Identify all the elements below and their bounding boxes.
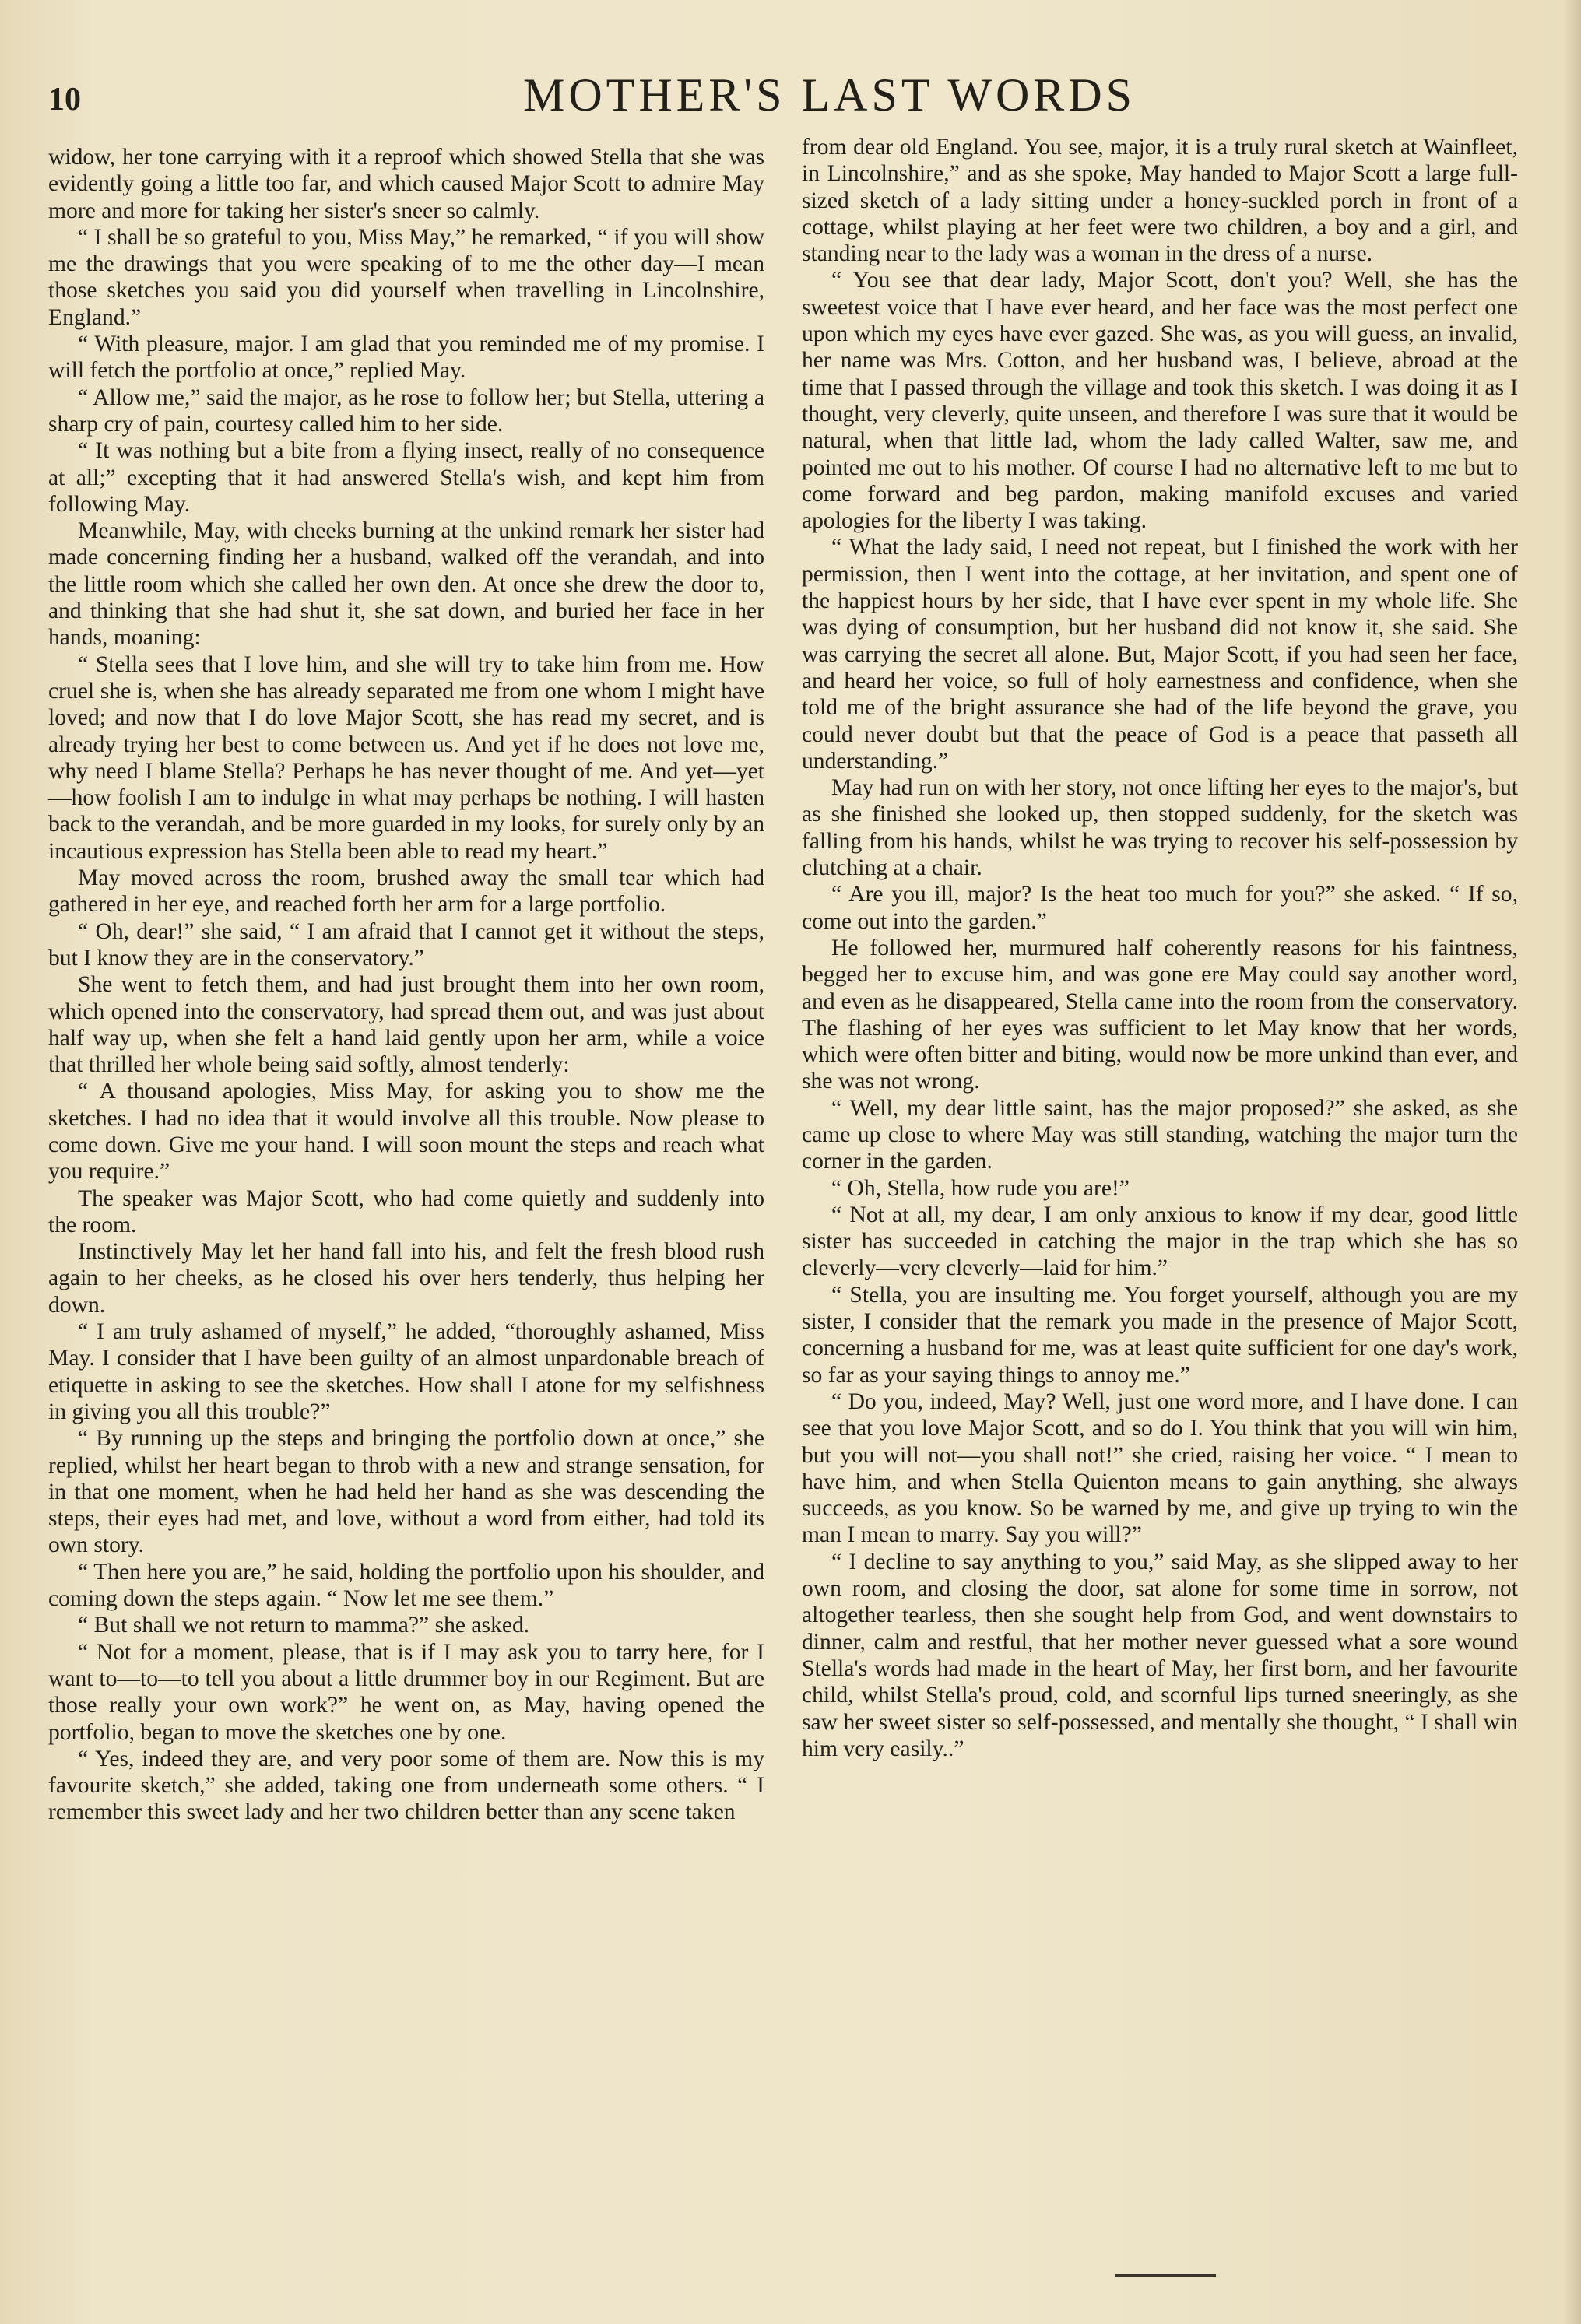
paragraph: “ Then here you are,” he said, holding the portfolio upon his shoulder, and coming down the steps again. “ Now let me see them.” — [48, 1559, 764, 1612]
paragraph: “ You see that dear lady, Major Scott, don't you? Well, she has the sweetest voice that I have ever heard, and her face was the most perfect one upon which my eyes have ever gazed. She was, as you will guess, an invalid, her name was Mrs. Cotton, and her husband was, I believe, abroad at the time that I passed through the village and took this sketch. I was doing it as I thought, very cleverly, quite unseen, and therefore I was sure that it would be natural, when that little lad, whom the lady called Walter, saw me, and pointed me out to his mother. Of course I had no alternative left to me but to come forward and beg pardon, making manifold excuses and varied apologies for the liberty I was taking. — [802, 268, 1518, 534]
paragraph: May moved across the room, brushed away the small tear which had gathered in her eye, and reached forth her arm for a large portfolio. — [48, 865, 764, 918]
paragraph: She went to fetch them, and had just brought them into her own room, which opened into the conservatory, had spread them out, and was just about half way up, when she felt a hand laid gently upon her arm, while a voice that thrilled her whole being said softly, almost tenderly: — [48, 972, 764, 1078]
paragraph: “ Well, my dear little saint, has the major proposed?” she asked, as she came up close to where May was still standing, watching the major turn the corner in the garden. — [802, 1095, 1518, 1174]
paragraph: “ Not for a moment, please, that is if I may ask you to tarry here, for I want to—to—to tell you about a little drummer boy in our Regiment. But are those really your own work?” he went on, as May, having opened the portfolio, began to move the sketches one by one. — [48, 1639, 764, 1745]
left-column — [48, 144, 764, 1826]
paragraph: “ What the lady said, I need not repeat, but I finished the work with her permission, then I went into the cottage, at her invitation, and spent one of the happiest hours by her side, that I have ever spent in my whole life. She was dying of consumption, but her husband did not know it, she said. She was carrying the secret all alone. But, Major Scott, if you had seen her face, and heard her voice, so full of holy earnestness and confidence, when she told me of the bright assurance she had of the life beyond the grave, you could never doubt but that the peace of God is a peace that passeth all understanding.” — [802, 535, 1518, 774]
paragraph: from dear old England. You see, major, it is a truly rural sketch at Wainfleet, in Lincolnshire,” and as she spoke, May handed to Major Scott a large full-sized sketch of a lady sitting under a honey-suckled porch in front of a cottage, whilst playing at her feet were two children, a boy and a girl, and standing near to the lady was a woman in the dress of a nurse. — [802, 135, 1518, 267]
paragraph: “ Stella, you are insulting me. You forget yourself, although you are my sister, I consider that the remark you made in the presence of Major Scott, concerning a husband for me, was at least quite sufficient for one day's work, so far as your saying things to annoy me.” — [802, 1282, 1518, 1388]
paragraph: The speaker was Major Scott, who had come quietly and suddenly into the room. — [48, 1185, 764, 1237]
paragraph: “ Oh, dear!” she said, “ I am afraid that I cannot get it without the steps, but I know they are in the conservatory.” — [48, 918, 764, 971]
paragraph: “ I am truly ashamed of myself,” he added, “thoroughly ashamed, Miss May. I consider that I have been guilty of an almost unpardonable breach of etiquette in asking to see the sketches. How shall I atone for my selfishness in giving you all this trouble?” — [48, 1319, 764, 1424]
paragraph: “ With pleasure, major. I am glad that you reminded me of my promise. I will fetch the portfolio at once,” replied May. — [48, 332, 764, 384]
paragraph: “ Stella sees that I love him, and she will try to take him from me. How cruel she is, when she has already separated me from one whom I might have loved; and now that I do love Major Scott, she has read my secret, and is already trying her best to come between us. And yet if he does not love me, why need I blame Stella? Perhaps he has never thought of me. And yet—yet—how foolish I am to indulge in what may perhaps be nothing. I will hasten back to the verandah, and be more guarded in my looks, for surely only by an incautious expression has Stella been able to read my heart.” — [48, 651, 764, 864]
paragraph: “ But shall we not return to mamma?” she asked. — [78, 1613, 530, 1638]
page-edge-shadow — [1564, 0, 1581, 2324]
right-column — [802, 134, 1518, 1762]
paragraph: “ I shall be so grateful to you, Miss May,” he remarked, “ if you will show me the drawings that you were speaking of to me the other day—I mean those sketches you said you did yourself when travelling in Lincolnshire, England.” — [48, 224, 764, 330]
paragraph: “ It was nothing but a bite from a flying insect, really of no consequence at all;” excepting that it had answered Stella's wish, and kept him from following May. — [48, 438, 764, 517]
page-number: 10 — [48, 82, 81, 118]
paragraph: “ Are you ill, major? Is the heat too much for you?” she asked. “ If so, come out into the garden.” — [802, 882, 1518, 934]
page-header — [0, 0, 1581, 132]
paragraph: “ By running up the steps and bringing the portfolio down at once,” she replied, whilst her heart began to throb with a new and strange sensation, for in that one moment, when he had held her hand as she was descending the steps, their eyes had met, and love, without a word from either, had told its own story. — [48, 1426, 764, 1558]
paragraph: widow, her tone carrying with it a reproof which showed Stella that she was evidently going a little too far, and which caused Major Scott to admire May more and more for taking her sister's sneer so calmly. — [48, 145, 764, 223]
paragraph: “ I decline to say anything to you,” said May, as she slipped away to her own room, and closing the door, sat alone for some time in sorrow, not altogether tearless, then she sought help from God, and went downstairs to dinner, calm and restful, that her mother never guessed what a sore wound Stella's words had made in the heart of May, her first born, and her favourite child, whilst Stella's proud, cold, and scornful lips turned sneeringly, as she saw her sweet sister so self-possessed, and mentally she thought, “ I shall win him very easily..” — [802, 1549, 1518, 1761]
section-end-rule — [1115, 2274, 1216, 2277]
paragraph: He followed her, murmured half coherently reasons for his faintness, begged her to excuse him, and was gone ere May could say another word, and even as he disappeared, Stella came into the room from the conservatory. The flashing of her eyes was sufficient to let May know that her words, which were often bitter and biting, would now be more unkind than ever, and she was not wrong. — [802, 935, 1518, 1094]
paragraph: May had run on with her story, not once lifting her eyes to the major's, but as she finished she looked up, then stopped suddenly, for the sketch was falling from his hands, whilst he was trying to recover his self-possession by clutching at a chair. — [802, 775, 1518, 881]
paragraph: “ Yes, indeed they are, and very poor some of them are. Now this is my favourite sketch,” she added, taking one from underneath some others. “ I remember this sweet lady and her two children better than any scene taken — [48, 1746, 764, 1825]
paragraph: “ Oh, Stella, how rude you are!” — [831, 1175, 1130, 1201]
paragraph: “ Do you, indeed, May? Well, just one word more, and I have done. I can see that you love Major Scott, and so do I. You think that you will win him, but you will not—you shall not!” she cried, raising her voice. “ I mean to have him, and when Stella Quienton means to gain anything, she always succeeds, as you know. So be warned by me, and give up trying to win the man I mean to marry. Say you will?” — [802, 1388, 1518, 1548]
paragraph: “ Not at all, my dear, I am only anxious to know if my dear, good little sister has succeeded in catching the major in the trap which she has so cleverly—very cleverly—laid for him.” — [802, 1202, 1518, 1281]
paragraph: Meanwhile, May, with cheeks burning at the unkind remark her sister had made concerning finding her a husband, walked off the verandah, and into the little room which she called her own den. At once she drew the door to, and thinking that she had shut it, she sat down, and buried her face in her hands, moaning: — [48, 518, 764, 651]
paragraph: Instinctively May let her hand fall into his, and felt the fresh blood rush again to her cheeks, as he closed his over hers tenderly, thus helping her down. — [48, 1239, 764, 1318]
paragraph: “ Allow me,” said the major, as he rose to follow her; but Stella, uttering a sharp cry of pain, courtesy called him to her side. — [48, 384, 764, 437]
paragraph: “ A thousand apologies, Miss May, for asking you to show me the sketches. I had no idea that it would involve all this trouble. Now please to come down. Give me your hand. I will soon mount the steps and reach what you require.” — [48, 1079, 764, 1185]
running-title: MOTHER'S LAST WORDS — [523, 69, 1137, 121]
